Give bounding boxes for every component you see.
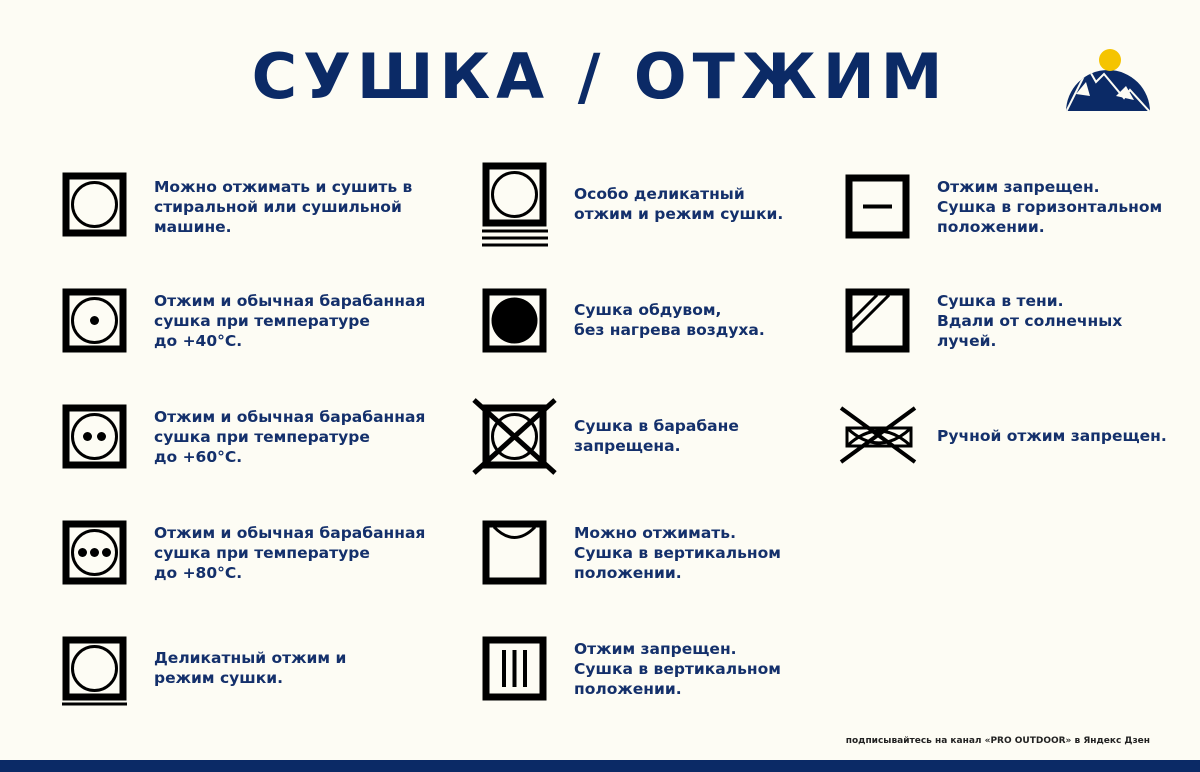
dry-in-shade-icon: [845, 288, 915, 373]
care-item-text: Сушка в барабане запрещена.: [574, 417, 739, 455]
tumble-dry-high-heat-icon: [62, 520, 132, 605]
care-item-text: Отжим и обычная барабанная сушка при температуре до +40°С.: [154, 292, 426, 350]
line-dry-icon: [482, 520, 552, 605]
drip-dry-icon: [482, 636, 552, 721]
care-item-text: Особо деликатный отжим и режим сушки.: [574, 185, 784, 223]
care-item-text: Сушка обдувом, без нагрева воздуха.: [574, 301, 765, 339]
page-title: СУШКА / ОТЖИМ: [251, 40, 949, 113]
do-not-wring-icon: [845, 408, 915, 493]
care-item-text: Ручной отжим запрещен.: [937, 427, 1167, 445]
care-item-text: Можно отжимать. Сушка в вертикальном положении.: [574, 524, 781, 582]
care-item-text: Можно отжимать и сушить в стиральной или сушильной машине.: [154, 178, 413, 236]
care-item-text: Отжим и обычная барабанная сушка при температуре до +60°С.: [154, 408, 426, 466]
care-item-text: Сушка в тени. Вдали от солнечных лучей.: [937, 292, 1123, 350]
tumble-dry-very-delicate-icon: [482, 162, 552, 247]
do-not-tumble-dry-icon: [482, 404, 552, 489]
bottom-bar: [0, 760, 1200, 772]
tumble-dry-medium-heat-icon: [62, 404, 132, 489]
tumble-dry-delicate-icon: [62, 636, 132, 721]
tumble-dry-icon: [62, 172, 132, 257]
care-item-text: Отжим запрещен. Сушка в вертикальном положении.: [574, 640, 781, 698]
mountain-logo-icon: [1066, 38, 1150, 112]
dry-flat-icon: [845, 174, 915, 259]
care-item-text: Деликатный отжим и режим сушки.: [154, 649, 347, 687]
tumble-dry-no-heat-icon: [482, 288, 552, 373]
tumble-dry-low-heat-icon: [62, 288, 132, 373]
care-item-text: Отжим запрещен. Сушка в горизонтальном положении.: [937, 178, 1163, 236]
footer-note: подписывайтесь на канал «PRO OUTDOOR» в Яндекс Дзен: [845, 736, 1150, 746]
care-item-text: Отжим и обычная барабанная сушка при температуре до +80°С.: [154, 524, 426, 582]
